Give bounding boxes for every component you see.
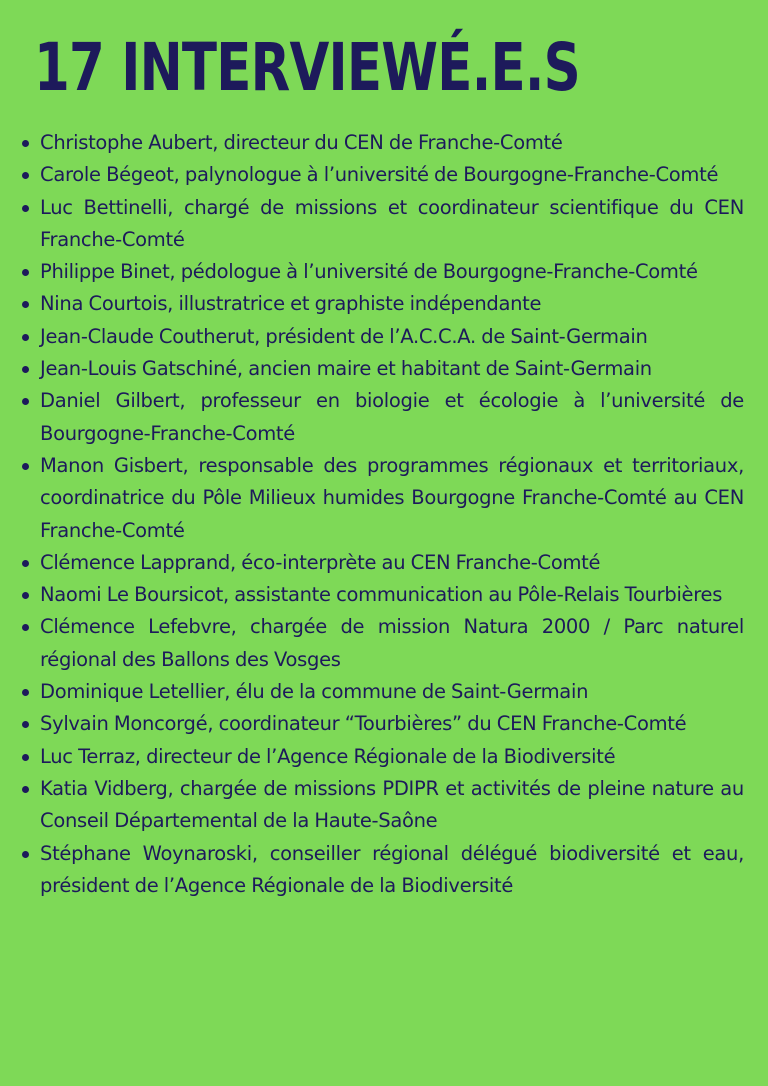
bullet-icon — [22, 592, 29, 599]
list-item-text: Sylvain Moncorgé, coordinateur “Tourbières” du CEN Franche-Comté — [40, 712, 687, 736]
list-item-text: Luc Terraz, directeur de l’Agence Régionale de la Biodiversité — [40, 744, 616, 768]
list-item-text: Carole Bégeot, palynologue à l’université de Bourgogne-Franche-Comté — [40, 163, 719, 187]
list-item — [22, 192, 744, 257]
list-item — [22, 127, 744, 159]
list-item — [22, 547, 744, 579]
list-item-text: Daniel Gilbert, professeur en biologie et écologie à l’université de Bourgogne-Franche-Comté — [40, 389, 744, 445]
list-item-text: Jean-Claude Coutherut, président de l’A.C.C.A. de Saint-Germain — [40, 324, 648, 348]
bullet-icon — [22, 205, 29, 212]
list-item — [22, 708, 744, 740]
bullet-icon — [22, 851, 29, 858]
list-item — [22, 159, 744, 191]
bullet-icon — [22, 560, 29, 567]
bullet-icon — [22, 463, 29, 470]
list-item — [22, 676, 744, 708]
list-item — [22, 385, 744, 450]
bullet-icon — [22, 398, 29, 405]
list-item — [22, 579, 744, 611]
list-item — [22, 450, 744, 547]
bullet-icon — [22, 301, 29, 308]
list-item — [22, 288, 744, 320]
list-item — [22, 353, 744, 385]
bullet-icon — [22, 624, 29, 631]
list-item-text: Christophe Aubert, directeur du CEN de Franche-Comté — [40, 131, 563, 154]
bullet-icon — [22, 140, 29, 147]
bullet-icon — [22, 366, 29, 373]
list-item-text: Katia Vidberg, chargée de missions PDIPR et activités de pleine nature au Conseil Départemental de la Haute-Saône — [40, 776, 744, 833]
list-item — [22, 741, 744, 773]
list-item-text: Stéphane Woynaroski, conseiller régional délégué biodiversité et eau, président de l’Agence Régionale de la Biodiversité — [40, 841, 744, 897]
list-item-text: Philippe Binet, pédologue à l’université de Bourgogne-Franche-Comté — [40, 260, 698, 284]
page-title: 17 INTERVIEWÉ.E.S — [34, 29, 580, 106]
list-item — [22, 773, 744, 838]
list-item-text: Clémence Lefebvre, chargée de mission Natura 2000 / Parc naturel régional des Ballons des Vosges — [40, 615, 744, 671]
interviewee-list — [22, 127, 744, 902]
list-item-text: Luc Bettinelli, chargé de missions et coordinateur scientifique du CEN Franche-Comté — [40, 195, 744, 251]
bullet-icon — [22, 334, 29, 341]
bullet-icon — [22, 721, 29, 728]
bullet-icon — [22, 172, 29, 179]
list-item-text: Jean-Louis Gatschiné, ancien maire et habitant de Saint-Germain — [40, 357, 652, 381]
list-item-text: Naomi Le Boursicot, assistante communication au Pôle-Relais Tourbières — [40, 583, 723, 607]
list-item-text: Manon Gisbert, responsable des programmes régionaux et territoriaux, coordinatrice du Pôle Milieux humides Bourgogne Franche-Comté au CEN Franche-Comté — [40, 453, 744, 542]
bullet-icon — [22, 689, 29, 696]
list-item — [22, 321, 744, 353]
list-item-text: Clémence Lapprand, éco-interprète au CEN Franche-Comté — [40, 550, 601, 574]
list-item — [22, 611, 744, 676]
bullet-icon — [22, 754, 29, 761]
list-item-text: Dominique Letellier, élu de la commune de Saint-Germain — [40, 680, 589, 704]
bullet-icon — [22, 269, 29, 276]
list-item — [22, 838, 744, 903]
list-item-text: Nina Courtois, illustratrice et graphiste indépendante — [40, 292, 542, 316]
list-item — [22, 256, 744, 288]
bullet-icon — [22, 786, 29, 793]
